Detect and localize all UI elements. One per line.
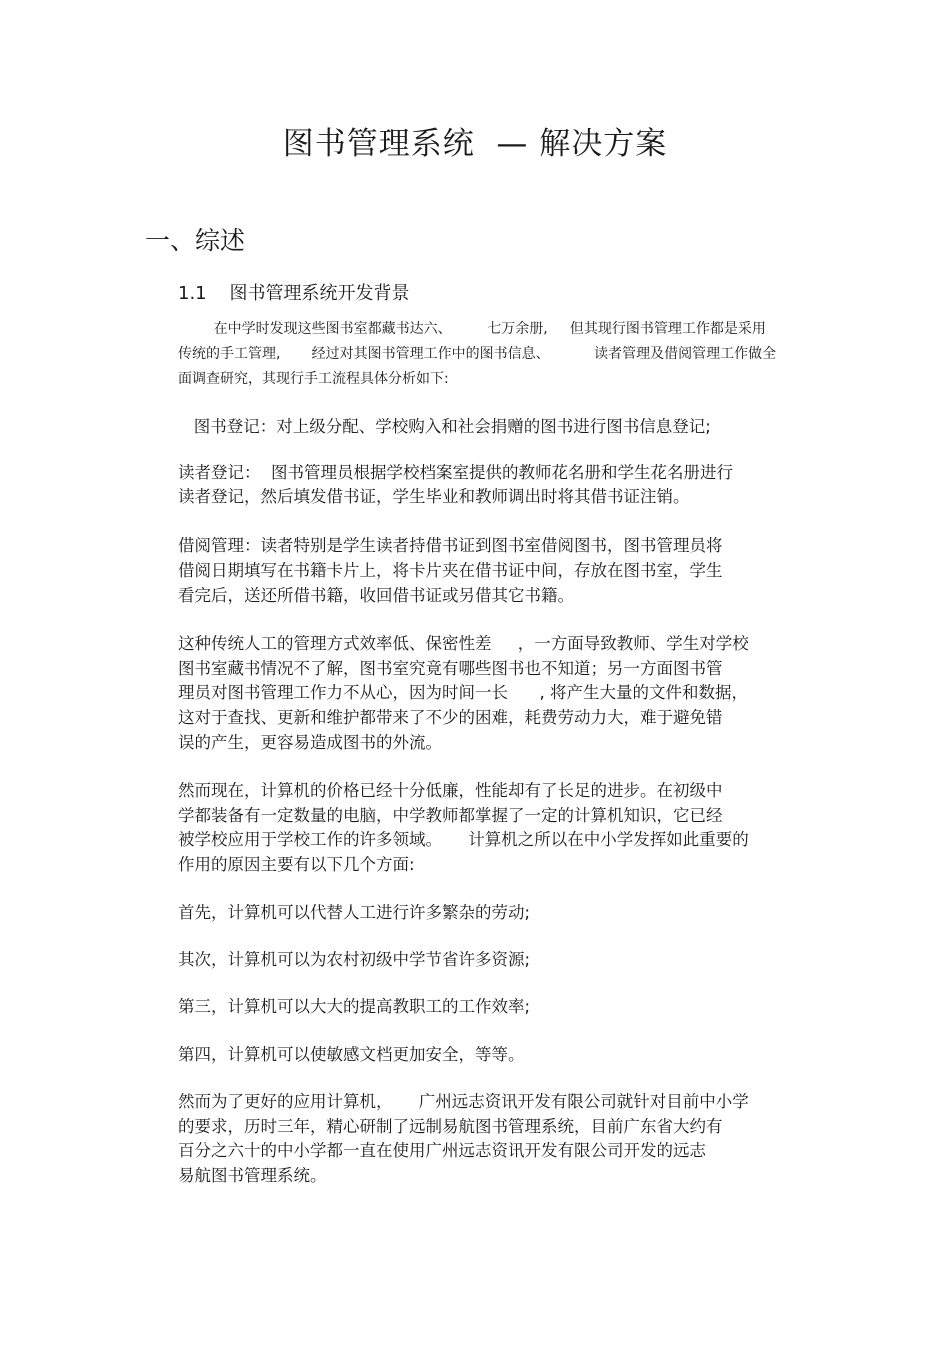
paragraph-line: 误的产生，更容易造成图书的外流。 — [178, 733, 442, 752]
paragraph-line: 的要求，历时三年，精心研制了远制易航图书管理系统，目前广东省大约有 — [178, 1117, 723, 1136]
paragraph-line: 读者登记，然后填发借书证，学生毕业和教师调出时将其借书证注销。 — [178, 487, 690, 506]
paragraph-line: 然而为了更好的应用计算机， 广州远志资讯开发有限公司就针对目前中小学 — [178, 1092, 749, 1111]
intro-line: 在中学时发现这些图书室都藏书达六、 七万余册, 但其现行图书管理工作都是采用 — [178, 321, 766, 337]
paragraph-line: 图书室藏书情况不了解，图书室究竟有哪些图书也不知道；另一方面图书管 — [178, 659, 723, 678]
paragraph-line: 第三，计算机可以大大的提高教职工的工作效率; — [178, 997, 531, 1016]
paragraph-line: 作用的原因主要有以下几个方面: — [178, 855, 415, 874]
document-title: 图书管理系统 — 解决方案 — [282, 126, 668, 162]
intro-line: 传统的手工管理, 经过对其图书管理工作中的图书信息、 读者管理及借阅管理工作做全 — [178, 346, 777, 362]
paragraph-line: 图书登记：对上级分配、学校购入和社会捐赠的图书进行图书信息登记; — [178, 417, 711, 436]
paragraph-line: 看完后，送还所借书籍，收回借书证或另借其它书籍。 — [178, 586, 574, 605]
paragraph-line: 读者登记： 图书管理员根据学校档案室提供的教师花名册和学生花名册进行 — [178, 463, 733, 482]
section-heading: 一、综述 — [145, 226, 246, 255]
paragraph-line: 这对于查找、更新和维护都带来了不少的困难，耗费劳动力大，难于避免错 — [178, 708, 723, 727]
paragraph-line: 被学校应用于学校工作的许多领域。 计算机之所以在中小学发挥如此重要的 — [178, 830, 749, 849]
paragraph-line: 理员对图书管理工作力不从心，因为时间一长 , 将产生大量的文件和数据， — [178, 683, 748, 702]
paragraph-line: 其次，计算机可以为农村初级中学节省许多资源; — [178, 950, 531, 969]
paragraph-line: 易航图书管理系统。 — [178, 1166, 327, 1185]
paragraph-line: 首先，计算机可以代替人工进行许多繁杂的劳动; — [178, 903, 531, 922]
intro-line: 面调查研究，其现行手工流程具体分析如下: — [178, 371, 449, 387]
paragraph-line: 借阅管理：读者特别是学生读者持借书证到图书室借阅图书，图书管理员将 — [178, 536, 723, 555]
paragraph-line: 学都装备有一定数量的电脑，中学教师都掌握了一定的计算机知识，它已经 — [178, 806, 723, 825]
paragraph-line: 这种传统人工的管理方式效率低、保密性差 ，一方面导致教师、学生对学校 — [178, 634, 749, 653]
subsection-heading: 1.1 图书管理系统开发背景 — [178, 283, 410, 304]
paragraph-line: 第四，计算机可以使敏感文档更加安全，等等。 — [178, 1045, 525, 1064]
paragraph-line: 借阅日期填写在书籍卡片上，将卡片夹在借书证中间，存放在图书室，学生 — [178, 561, 723, 580]
paragraph-line: 百分之六十的中小学都一直在使用广州远志资讯开发有限公司开发的远志 — [178, 1141, 706, 1160]
paragraph-line: 然而现在，计算机的价格已经十分低廉，性能却有了长足的进步。在初级中 — [178, 781, 723, 800]
